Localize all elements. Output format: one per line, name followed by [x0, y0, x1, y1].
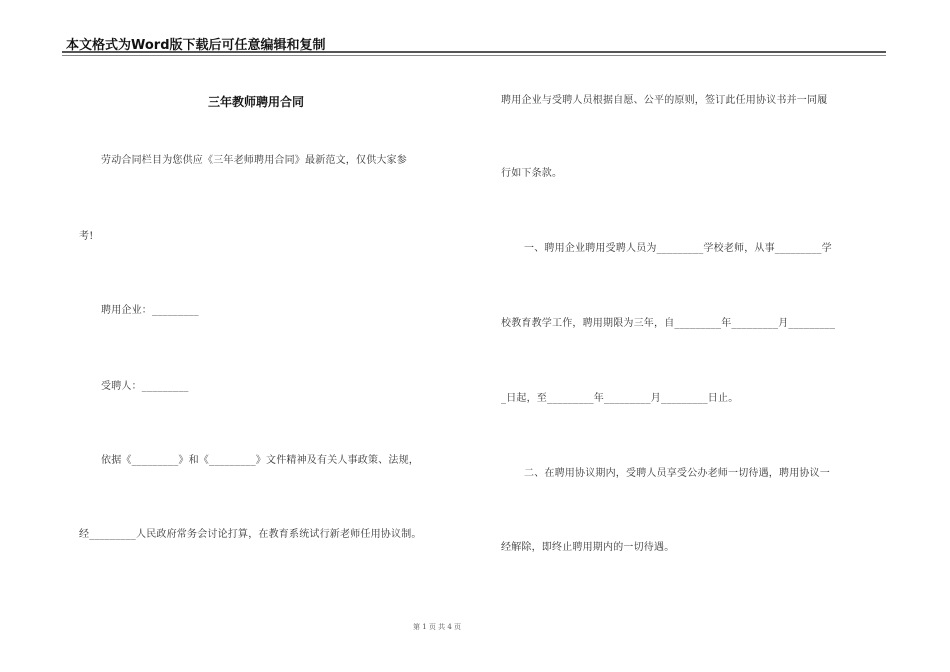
clause-two-line: 二、在聘用协议期内，受聘人员享受公办老师一切待遇，聘用协议一	[524, 468, 830, 479]
page-indicator: 第 1 页 共 4 页	[413, 623, 462, 631]
banner-divider-thick	[62, 51, 886, 53]
left-paragraph-line: 经_________人民政府常务会讨论打算，在教育系统试行新老师任用协议制。	[79, 529, 422, 540]
banner-divider-thin	[62, 55, 886, 56]
clause-two-line: 经解除，即终止聘用期内的一切待遇。	[501, 542, 675, 553]
clause-one-line: 校教育教学工作，聘用期限为三年，自_________年_________月_________	[501, 318, 836, 329]
left-paragraph-line: 考!	[79, 231, 94, 242]
clause-one-line: _日起，至_________年_________月_________日止。	[501, 393, 739, 404]
clause-one-line: 一、聘用企业聘用受聘人员为_________学校老师，从事_________学	[524, 243, 832, 254]
employee-field: 受聘人：_________	[101, 381, 189, 392]
employer-field: 聘用企业：_________	[101, 305, 199, 316]
right-paragraph-line: 行如下条款。	[501, 168, 563, 179]
left-paragraph-line: 劳动合同栏目为您供应《三年老师聘用合同》最新范文，仅供大家参	[101, 155, 407, 166]
right-paragraph-line: 聘用企业与受聘人员根据自愿、公平的原则，签订此任用协议书并一同履	[501, 95, 828, 106]
document-banner: 本文格式为Word版下载后可任意编辑和复制	[66, 38, 326, 53]
left-paragraph-line: 依据《_________》和《_________》文件精神及有关人事政策、法规，	[101, 455, 419, 466]
document-title: 三年教师聘用合同	[208, 95, 305, 109]
